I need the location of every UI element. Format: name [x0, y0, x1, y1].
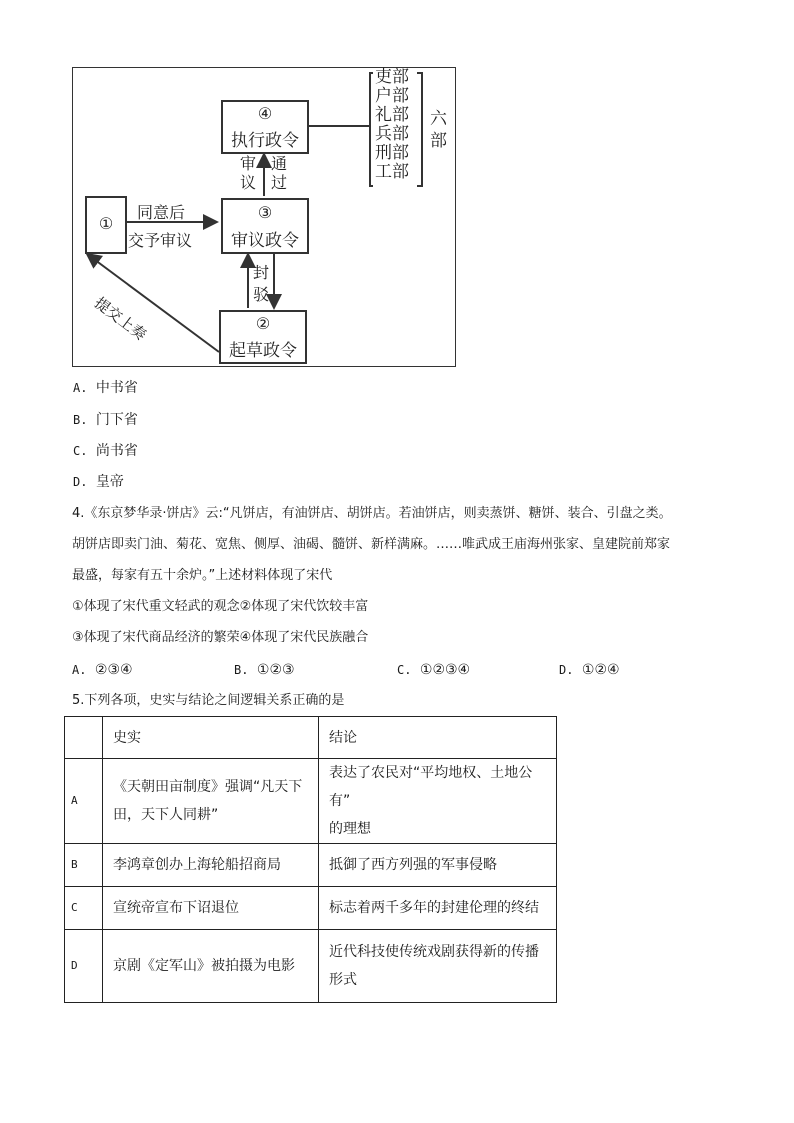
fact-line: 宣统帝宣布下诏退位 — [113, 900, 239, 916]
edge-label-review: 审议 — [240, 154, 257, 192]
conclusion-line: 标志着两千多年的封建伦理的终结 — [329, 900, 539, 916]
ministry-item: 户部 — [375, 86, 409, 106]
option-letter: C. — [73, 444, 88, 458]
ministry-item: 刑部 — [375, 143, 409, 163]
table-row — [65, 930, 557, 1003]
q5-stem: 5.下列各项，史实与结论之间逻辑关系正确的是 — [72, 693, 345, 708]
q3-option-a — [73, 378, 138, 398]
row-fact — [103, 759, 319, 844]
conclusion-line: 的理想 — [329, 821, 371, 837]
edge-label-pass: 通过 — [271, 154, 288, 192]
q4-statements-1: ①体现了宋代重文轻武的观念②体现了宋代饮较丰富 — [72, 599, 369, 614]
option-letter: D. — [73, 475, 88, 489]
node-3-number: ③ — [257, 203, 273, 222]
edge-label-bo: 驳 — [253, 285, 270, 304]
node-4-label: 执行政令 — [231, 131, 299, 151]
option-letter: B. — [234, 663, 249, 677]
option-letter: A. — [72, 663, 87, 677]
q4-option-d — [559, 660, 620, 680]
option-text: ①②④ — [581, 662, 620, 678]
row-conclusion — [319, 930, 557, 1003]
q4-stem-line-3: 最盛，每家有五十余炉。”上述材料体现了宋代 — [72, 568, 333, 583]
option-letter: C. — [397, 663, 412, 677]
node-1-box — [85, 196, 127, 254]
edge-label-agree: 同意后 — [137, 203, 186, 222]
node-2-label: 起草政令 — [229, 341, 297, 361]
fact-line: 田，天下人同耕” — [113, 807, 219, 823]
ministries-left-bracket — [370, 73, 373, 186]
node-4-box — [221, 100, 309, 154]
q4-stem-line-1: 4.《东京梦华录·饼店》云:“凡饼店，有油饼店、胡饼店。若油饼店，则卖蒸饼、糖饼、装合、引盘之类。 — [72, 506, 672, 521]
row-conclusion — [319, 759, 557, 844]
row-label: B — [65, 844, 103, 887]
row-label: C — [65, 887, 103, 930]
conclusion-line: 抵御了西方列强的军事侵略 — [329, 857, 497, 873]
ministry-item: 兵部 — [375, 124, 409, 144]
table-cell — [65, 717, 103, 759]
q3-option-c — [73, 441, 138, 461]
q3-option-b — [73, 410, 138, 430]
option-text: ①②③④ — [419, 662, 471, 678]
header-conclusion: 结论 — [319, 717, 557, 759]
q4-stem-line-2: 胡饼店即卖门油、菊花、宽焦、侧厚、油碣、髓饼、新样满麻。……唯武成王庙海州张家、皇建院前郑家 — [72, 537, 671, 552]
row-fact — [103, 844, 319, 887]
node-3-box — [221, 198, 309, 254]
option-letter: B. — [73, 413, 88, 427]
q5-table — [64, 716, 557, 1003]
row-conclusion — [319, 844, 557, 887]
table-row — [65, 887, 557, 930]
fact-line: 《天朝田亩制度》强调“凡天下 — [113, 779, 303, 795]
row-conclusion — [319, 887, 557, 930]
edge-label-feng: 封 — [253, 263, 270, 282]
ministries-right-bracket — [417, 73, 422, 186]
edge-label-submit-review: 交予审议 — [128, 231, 193, 250]
ministry-item: 工部 — [375, 162, 409, 182]
node-2-box — [219, 310, 307, 364]
option-text: 皇帝 — [95, 474, 124, 490]
row-fact — [103, 930, 319, 1003]
q4-option-b — [234, 660, 295, 680]
edge-label-present: 提交上奏 — [90, 293, 150, 345]
conclusion-line: 形式 — [329, 972, 357, 988]
node-1-number: ① — [98, 214, 114, 233]
q3-option-d — [73, 472, 124, 492]
option-letter: A. — [73, 381, 88, 395]
option-letter: D. — [559, 663, 574, 677]
q4-option-a — [72, 660, 133, 680]
option-text: 门下省 — [95, 412, 138, 428]
ministry-item: 吏部 — [375, 67, 409, 87]
header-fact: 史实 — [103, 717, 319, 759]
q4-statements-2: ③体现了宋代商品经济的繁荣④体现了宋代民族融合 — [72, 630, 369, 645]
table-header-row — [65, 717, 557, 759]
node-2-number: ② — [255, 314, 271, 333]
fact-line: 京剧《定军山》被拍摄为电影 — [113, 958, 295, 974]
row-label: D — [65, 930, 103, 1003]
node-3-label: 审议政令 — [231, 231, 299, 251]
option-text: ②③④ — [94, 662, 133, 678]
ministry-item: 礼部 — [375, 105, 409, 125]
option-text: 中书省 — [95, 380, 138, 396]
table-row — [65, 844, 557, 887]
node-4-number: ④ — [257, 104, 273, 123]
conclusion-line: 表达了农民对“平均地权、土地公有” — [329, 765, 533, 809]
conclusion-line: 近代科技使传统戏剧获得新的传播 — [329, 944, 539, 960]
row-fact — [103, 887, 319, 930]
option-text: ①②③ — [256, 662, 295, 678]
row-label: A — [65, 759, 103, 844]
fact-line: 李鸿章创办上海轮船招商局 — [113, 857, 281, 873]
option-text: 尚书省 — [95, 443, 138, 459]
flow-diagram — [72, 67, 456, 367]
ministries-group-label: 六部 — [430, 109, 447, 151]
table-row — [65, 759, 557, 844]
q4-option-c — [397, 660, 470, 680]
